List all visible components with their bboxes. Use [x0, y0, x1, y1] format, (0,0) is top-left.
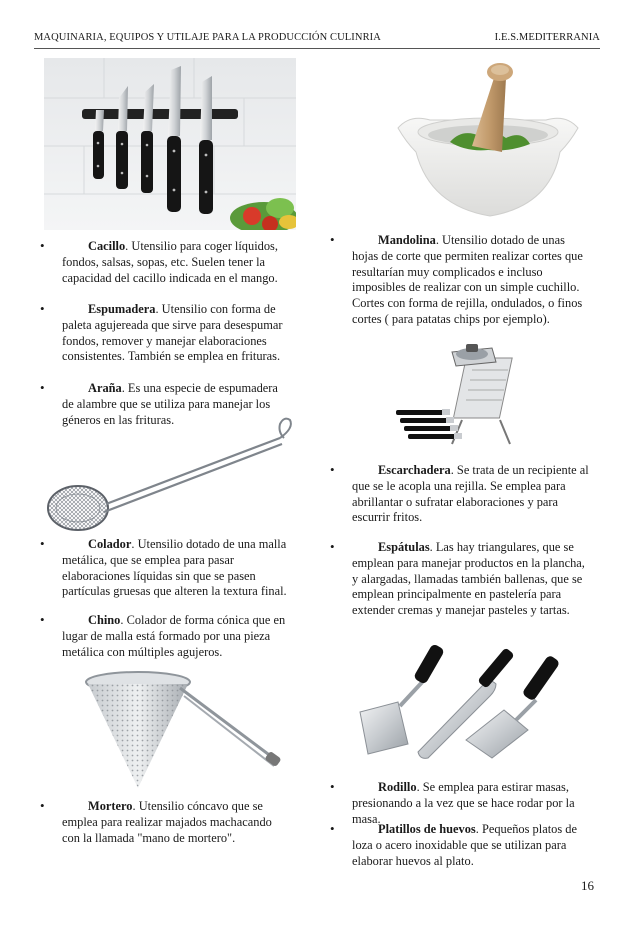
entry-term: Rodillo [378, 780, 417, 794]
entry-text: . Utensilio cóncavo que se emplea para realizar majados machacando con la llamada "mano de mortero". [62, 799, 272, 845]
entry-term: Platillos de huevos [378, 822, 476, 836]
entry-text: . Se trata de un recipiente al que se le acopla una rejilla. Se emplea para abrillantar o sufratar elaboraciones y para escurrir fritos. [352, 463, 589, 525]
entry-mortero [40, 798, 288, 846]
header-title: MAQUINARIA, EQUIPOS Y UTILAJE PARA LA PRODUCCIÓN CULINRIA [34, 32, 381, 43]
entry-arana [40, 380, 288, 428]
entry-term: Mortero [88, 799, 133, 813]
mortar-image [390, 56, 586, 228]
entry-text: . Las hay triangulares, que se emplean para manejar productos en la plancha, y alargadas, llamadas también ballenas, que se emplean principalmente en pastelería para extender cremas y manejar pasteles y tartas. [352, 540, 585, 618]
page-header [34, 32, 600, 49]
bullet-icon: • [40, 238, 45, 253]
entry-text: . Utensilio con forma de paleta agujereada que sirve para desespumar fondos, remover y manejar elaboraciones consistentes. También se emplea en frituras. [62, 302, 283, 364]
bullet-icon: • [330, 462, 335, 477]
mandoline-image [392, 340, 548, 445]
spatulas-image [356, 640, 572, 762]
entry-escarchadera [330, 462, 590, 526]
header-school: I.E.S.MEDITERRANIA [494, 32, 600, 43]
entry-text: . Se emplea para estirar masas, presionando a la vez que se hace rodar por la masa. [352, 780, 575, 826]
entry-platillos-de-huevos [330, 821, 590, 869]
knives-image [44, 58, 296, 230]
bullet-icon: • [330, 779, 335, 794]
entry-term: Colador [88, 537, 132, 551]
bullet-icon: • [330, 539, 335, 554]
entry-chino [40, 612, 288, 660]
bullet-icon: • [40, 612, 45, 627]
entry-term: Chino [88, 613, 121, 627]
entry-colador [40, 536, 288, 600]
entry-text: . Colador de forma cónica que en lugar de malla está formado por una pieza metálica con múltiples agujeros. [62, 613, 286, 659]
entry-text: . Utensilio dotado de unas hojas de corte que permiten realizar cortes que resultarían muy complicados e incluso imposibles de realizar con un simple cuchillo. Cortes con forma de rejilla, ondulados, o finos cortes ( para patatas chips por ejemplo). [352, 233, 583, 326]
entry-espatulas [330, 539, 590, 619]
entry-rodillo [330, 779, 590, 827]
bullet-icon: • [330, 821, 335, 836]
bullet-icon: • [40, 536, 45, 551]
entry-text: . Utensilio para coger líquidos, fondos, salsas, sopas, etc. Suelen tener la capacidad del cacillo indicada en el mango. [62, 239, 278, 285]
spider-strainer-image [44, 416, 300, 534]
bullet-icon: • [330, 232, 335, 247]
entry-mandolina [330, 232, 590, 328]
chinois-image [80, 668, 288, 792]
entry-term: Mandolina [378, 233, 436, 247]
entry-text: . Es una especie de espumadera de alambre que se utiliza para manejar los géneros en las frituras. [62, 381, 278, 427]
bullet-icon: • [40, 380, 45, 395]
page-number: 16 [581, 878, 594, 893]
entry-term: Araña [88, 381, 122, 395]
entry-text: . Pequeños platos de loza o acero inoxidable que se utilizan para elaborar huevos al plato. [352, 822, 577, 868]
entry-term: Cacillo [88, 239, 126, 253]
entry-term: Escarchadera [378, 463, 451, 477]
entry-term: Espumadera [88, 302, 156, 316]
entry-text: . Utensilio dotado de una malla metálica, que se emplea para pasar elaboraciones líquidas sin que se pasen partículas gruesas que alteren la textura final. [62, 537, 287, 599]
bullet-icon: • [40, 301, 45, 316]
entry-espumadera [40, 301, 288, 365]
entry-cacillo [40, 238, 288, 286]
bullet-icon: • [40, 798, 45, 813]
entry-term: Espátulas [378, 540, 430, 554]
